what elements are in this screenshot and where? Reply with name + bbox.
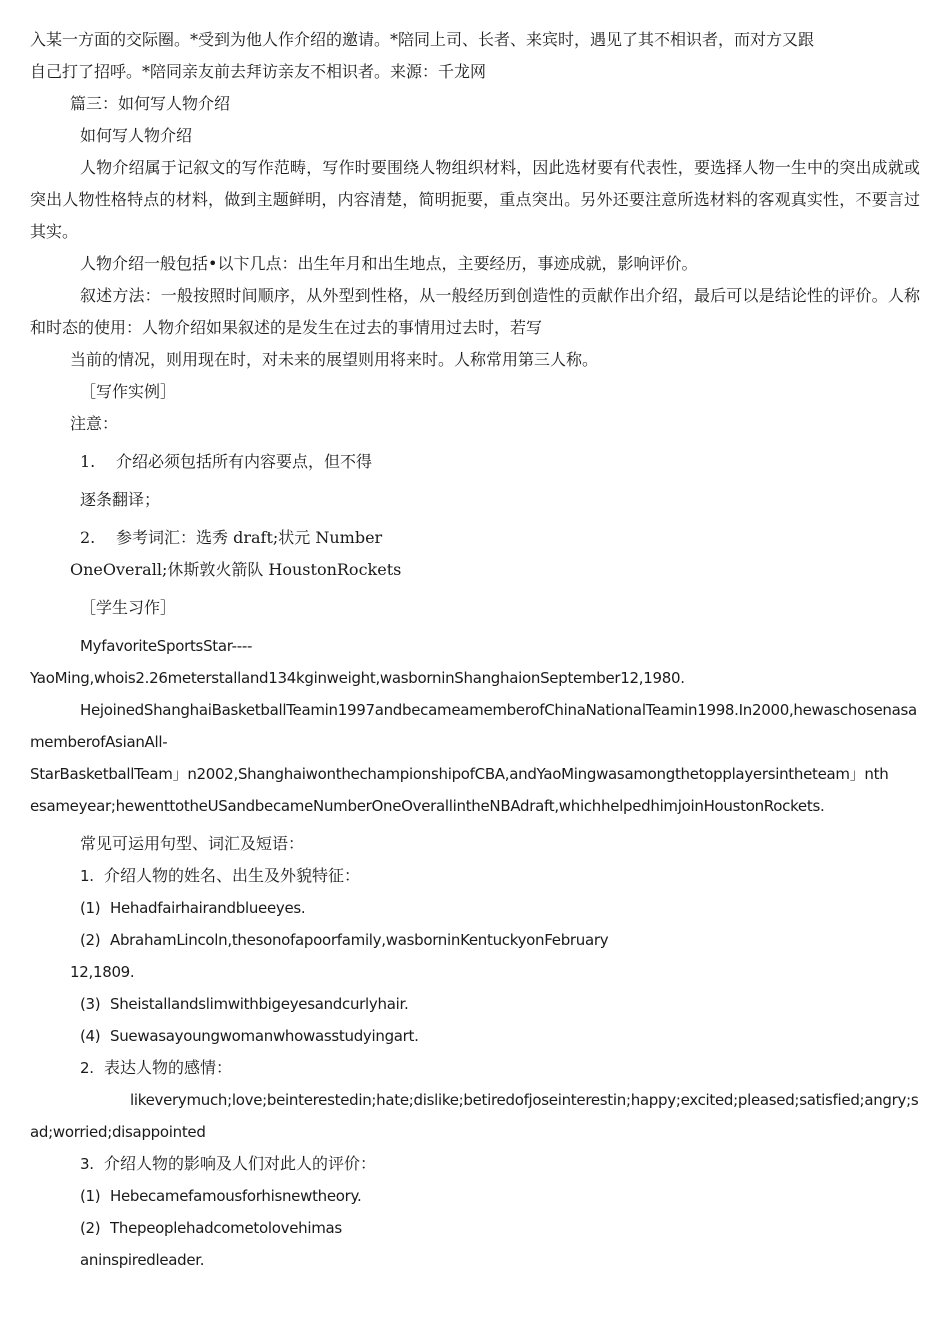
student-essay-line-2: YaoMing,whois2.26meterstalland134kginweight,wasborninShanghaionSeptember12,1980. [30,669,685,687]
phrase-number: (1) [80,1187,101,1205]
paragraph-selection: 人物介绍属于记叙文的写作范畴，写作时要围绕人物组织材料，因此选材要有代表性，要选择人物一生中的突出成就或突出人物性格特点的材料，做到主题鲜明，内容清楚，简明扼要，重点突出。另外还要注意所选材料的客观真实性，不要言过其实。 [30,158,920,241]
phrase-example-continued: aninspiredleader. [80,1251,205,1269]
phrase-text: Thepeoplehadcometolovehimas [110,1219,342,1237]
phrases-section-3-number: 3. [80,1155,94,1173]
section-subheading: 如何写人物介绍 [80,126,193,145]
phrase-text: Sheistallandslimwithbigeyesandcurlyhair. [110,995,409,1013]
phrase-example [30,892,920,924]
paragraph-narration: 叙述方法：一般按照时间顺序，从外型到性格，从一般经历到创造性的贡献作出介绍，最后可以是结论性的评价。人称和时态的使用：人物介绍如果叙述的是发生在过去的事情用过去时，若写 [30,286,920,337]
phrase-number: (2) [80,931,101,949]
note-item-1-number: 1. [80,452,96,471]
phrase-example [30,1212,920,1244]
intro-line-2: 自己打了招呼。*陪同亲友前去拜访亲友不相识者。来源：千龙网 [30,62,487,81]
phrases-section-2-title: 表达人物的感情： [104,1058,233,1077]
phrase-number: (1) [80,899,101,917]
student-essay-line-1: MyfavoriteSportsStar---- [80,637,253,655]
note-item-1 [30,446,920,478]
phrase-text: Hehadfairhairandblueeyes. [110,899,306,917]
student-essay-paragraph-2: HejoinedShanghaiBasketballTeamin1997andbecameamemberofChinaNationalTeamin1998.In2000,hewaschosenasamemberofAsianAll- [30,701,917,751]
phrase-number: (4) [80,1027,101,1045]
student-essay-line-4: StarBasketballTeam」n2002,ShanghaiwonthechampionshipofCBA,andYaoMingwasamongthetopplayersintheteam」nth [30,765,889,783]
note-item-2 [30,522,920,554]
student-work-heading: ［学生习作］ [80,598,177,617]
note-item-2-text: 参考词汇：选秀 draft;状元 Number [116,528,383,547]
intro-line-1: 入某一方面的交际圈。*受到为他人作介绍的邀请。*陪同上司、长者、来宾时，遇见了其不相识者，而对方又跟 [30,30,815,49]
phrases-section-1-title: 介绍人物的姓名、出生及外貌特征： [104,866,361,885]
note-item-1-continued: 逐条翻译； [80,490,161,509]
document-page [30,24,920,1276]
note-item-2-continued: OneOverall;休斯敦火箭队 HoustonRockets [70,560,402,579]
paragraph-tense: 当前的情况，则用现在时，对未来的展望则用将来时。人称常用第三人称。 [70,350,599,369]
phrase-text: AbrahamLincoln,thesonofapoorfamily,wasborninKentuckyonFebruary [110,931,609,949]
note-item-1-text: 介绍必须包括所有内容要点，但不得 [116,452,373,471]
writing-example-heading: ［写作实例］ [80,382,177,401]
phrase-number: (3) [80,995,101,1013]
phrase-example [30,924,920,956]
section-heading: 篇三：如何写人物介绍 [70,94,231,113]
student-essay-line-5: esameyear;hewenttotheUSandbecameNumberOneOverallintheNBAdraft,whichhelpedhimjoinHoustonRockets. [30,797,825,815]
phrase-example-continued: 12,1809. [70,963,135,981]
phrase-example [30,988,920,1020]
phrases-section-1 [30,860,920,892]
phrases-section-2-number: 2. [80,1059,94,1077]
phrase-number: (2) [80,1219,101,1237]
phrase-example [30,1180,920,1212]
note-item-2-number: 2. [80,528,96,547]
phrases-section-2 [30,1052,920,1084]
phrases-heading: 常见可运用句型、词汇及短语： [80,834,305,853]
phrases-section-3 [30,1148,920,1180]
phrase-text: Hebecamefamousforhisnewtheory. [110,1187,362,1205]
phrases-section-1-number: 1. [80,867,94,885]
note-label: 注意： [70,414,119,433]
emotion-vocabulary: likeverymuch;love;beinterestedin;hate;dislike;betiredofjoseinterestin;happy;excited;pleased;satisfied;angry;sad;worried;disappointed [30,1091,919,1141]
phrase-example [30,1020,920,1052]
paragraph-contents: 人物介绍一般包括•以卞几点：出生年月和出生地点，主要经历，事迹成就，影响评价。 [80,254,698,273]
phrases-section-3-title: 介绍人物的影响及人们对此人的评价： [104,1154,377,1173]
phrase-text: Suewasayoungwomanwhowasstudyingart. [110,1027,419,1045]
